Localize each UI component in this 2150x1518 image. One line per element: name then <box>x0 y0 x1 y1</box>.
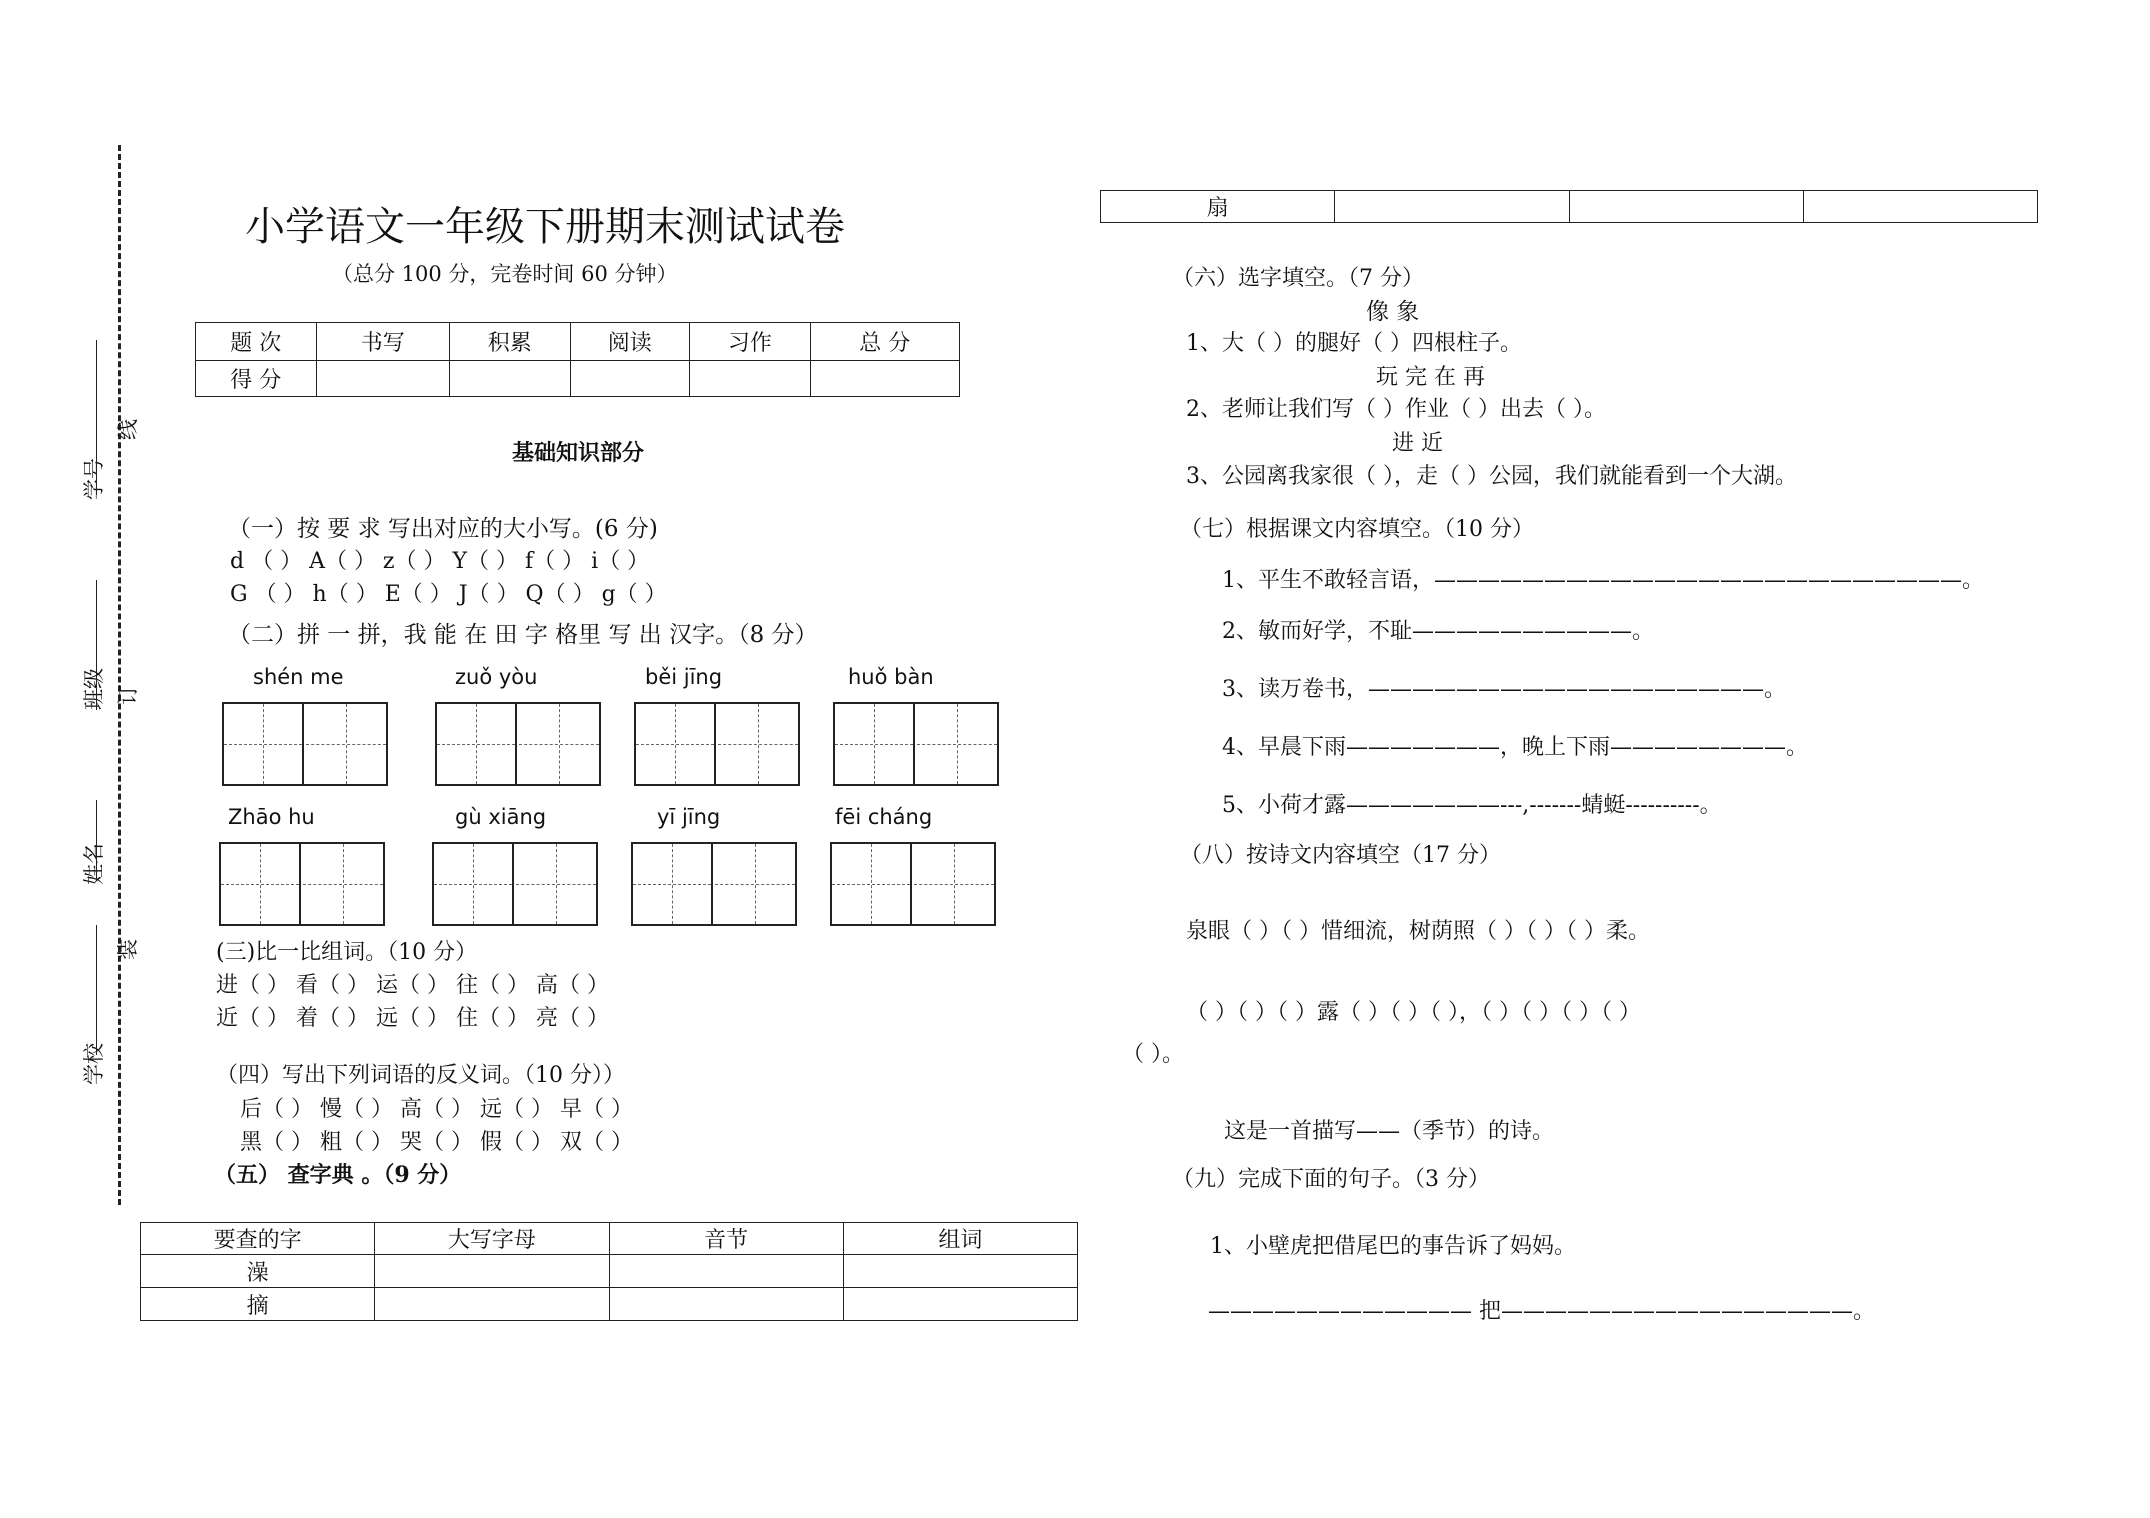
pinyin-label: shén me <box>253 665 344 689</box>
q8-line: 这是一首描写——（季节）的诗。 <box>1224 1119 1555 1144</box>
q9-line: 1、小壁虎把借尾巴的事告诉了妈妈。 <box>1210 1234 1576 1259</box>
side-label-xuehao: 学号 <box>82 458 106 500</box>
dict-answer-cell[interactable] <box>609 1255 843 1288</box>
q7-line: 5、小荷才露———————---,-------蜻蜓----------。 <box>1222 793 1722 818</box>
tianzige-box[interactable] <box>631 842 797 926</box>
dict-char-cell: 澡 <box>141 1255 375 1288</box>
dict-header-cell: 音节 <box>609 1223 843 1255</box>
side-label-ding: 订 <box>116 684 140 705</box>
q7-title: （七）根据课文内容填空。（10 分） <box>1180 517 1534 542</box>
q3-row: 进（ ） 看（ ） 运（ ） 往（ ） 高（ ） <box>216 973 609 998</box>
page-subtitle: （总分 100 分，完卷时间 60 分钟） <box>332 262 678 286</box>
binding-dashed-line <box>118 145 121 1205</box>
pinyin-label: Zhāo hu <box>228 805 315 829</box>
q4-title: （四）写出下列词语的反义词。（10 分）） <box>216 1063 625 1088</box>
q9-answer-line: ———————————— 把————————————————。 <box>1208 1299 1875 1324</box>
score-cell[interactable] <box>316 361 449 397</box>
dict-answer-cell[interactable] <box>1803 191 2037 223</box>
tianzige-box[interactable] <box>435 702 601 786</box>
score-cell[interactable] <box>570 361 690 397</box>
score-cell[interactable] <box>450 361 571 397</box>
q7-line: 2、敏而好学，不耻——————————。 <box>1222 619 1654 644</box>
score-cell[interactable] <box>690 361 811 397</box>
section-title: 基础知识部分 <box>512 440 645 466</box>
score-header-cell: 书写 <box>316 323 449 361</box>
score-cell[interactable] <box>810 361 959 397</box>
pinyin-label: huǒ bàn <box>848 665 934 689</box>
dict-answer-cell[interactable] <box>1569 191 1803 223</box>
dictionary-table-continued <box>1100 190 2038 223</box>
side-label-xingming: 姓名 <box>82 843 106 885</box>
q1-row: d （ ） A（ ） z（ ） Y（ ） f（ ） i（ ） <box>230 549 650 574</box>
tianzige-box[interactable] <box>222 702 388 786</box>
q2-title: （二）拼 一 拼，我 能 在 田 字 格里 写 出 汉字。（8 分） <box>228 622 818 648</box>
q6-options: 玩 完 在 再 <box>1376 365 1485 390</box>
tianzige-box[interactable] <box>830 842 996 926</box>
tianzige-box[interactable] <box>833 702 999 786</box>
dict-answer-cell[interactable] <box>843 1255 1077 1288</box>
score-row-label: 得 分 <box>196 361 317 397</box>
side-fill-line <box>96 340 97 495</box>
tianzige-box[interactable] <box>219 842 385 926</box>
q8-title: （八）按诗文内容填空（17 分） <box>1180 843 1501 868</box>
q6-line: 3、公园离我家很（ ），走（ ）公园，我们就能看到一个大湖。 <box>1186 464 1797 489</box>
q6-options: 进 近 <box>1392 431 1443 456</box>
dict-answer-cell[interactable] <box>1335 191 1569 223</box>
pinyin-label: běi jīng <box>645 665 723 689</box>
score-table <box>195 322 960 397</box>
dict-header-cell: 组词 <box>843 1223 1077 1255</box>
side-fill-line <box>96 800 97 880</box>
q8-line: （ ）（ ）（ ）露（ ）（ ）（ ），（ ）（ ）（ ）（ ） <box>1186 1000 1641 1025</box>
q7-line: 3、读万卷书，——————————————————。 <box>1222 677 1786 702</box>
q9-title: （九）完成下面的句子。（3 分） <box>1172 1167 1490 1192</box>
side-label-xuexiao: 学校 <box>82 1043 106 1085</box>
dict-answer-cell[interactable] <box>843 1288 1077 1321</box>
q8-line: 泉眼（ ）（ ）惜细流，树荫照（ ）（ ）（ ）柔。 <box>1186 919 1650 944</box>
score-header-cell: 题 次 <box>196 323 317 361</box>
score-header-cell: 习作 <box>690 323 811 361</box>
score-header-cell: 积累 <box>450 323 571 361</box>
q4-row: 后（ ） 慢（ ） 高（ ） 远（ ） 早（ ） <box>240 1097 633 1122</box>
side-fill-line <box>96 925 97 1055</box>
dictionary-table <box>140 1222 1078 1321</box>
score-header-cell: 阅读 <box>570 323 690 361</box>
q1-title: （一）按 要 求 写出对应的大小写。(6 分) <box>228 516 658 542</box>
q6-options: 像 象 <box>1366 299 1420 325</box>
dict-answer-cell[interactable] <box>609 1288 843 1321</box>
pinyin-label: yī jīng <box>657 805 721 829</box>
q6-line: 2、老师让我们写（ ）作业（ ）出去（ ）。 <box>1186 397 1606 422</box>
page-title: 小学语文一年级下册期末测试试卷 <box>245 204 845 250</box>
pinyin-label: zuǒ yòu <box>455 665 538 689</box>
q4-row: 黑（ ） 粗（ ） 哭（ ） 假（ ） 双（ ） <box>240 1130 633 1155</box>
dict-header-cell: 大写字母 <box>375 1223 609 1255</box>
q6-title: （六）选字填空。（7 分） <box>1172 266 1424 291</box>
side-label-xian: 线 <box>116 419 140 440</box>
q3-row: 近（ ） 着（ ） 远（ ） 住（ ） 亮（ ） <box>216 1006 609 1031</box>
dict-char-cell: 摘 <box>141 1288 375 1321</box>
q5-title: （五） 查字典 。（9 分） <box>214 1162 462 1188</box>
q7-line: 1、平生不敢轻言语，————————————————————————。 <box>1222 568 1984 593</box>
tianzige-box[interactable] <box>432 842 598 926</box>
dict-answer-cell[interactable] <box>375 1255 609 1288</box>
score-header-cell: 总 分 <box>810 323 959 361</box>
q3-title: (三)比一比组词。（10 分） <box>216 940 478 965</box>
pinyin-label: fēi cháng <box>835 805 933 829</box>
pinyin-label: gù xiāng <box>455 805 547 829</box>
tianzige-box[interactable] <box>634 702 800 786</box>
q8-line: （ ）。 <box>1122 1042 1184 1067</box>
q7-line: 4、早晨下雨———————，晚上下雨————————。 <box>1222 735 1808 760</box>
side-fill-line <box>96 580 97 710</box>
dict-char-cell: 扇 <box>1101 191 1335 223</box>
q6-line: 1、大（ ）的腿好（ ）四根柱子。 <box>1186 331 1522 356</box>
dict-header-cell: 要查的字 <box>141 1223 375 1255</box>
q1-row: G （ ） h（ ） E（ ） J（ ） Q（ ） g（ ） <box>230 582 667 607</box>
side-label-zhuang: 装 <box>116 939 140 960</box>
dict-answer-cell[interactable] <box>375 1288 609 1321</box>
side-label-banji: 班级 <box>82 668 106 710</box>
